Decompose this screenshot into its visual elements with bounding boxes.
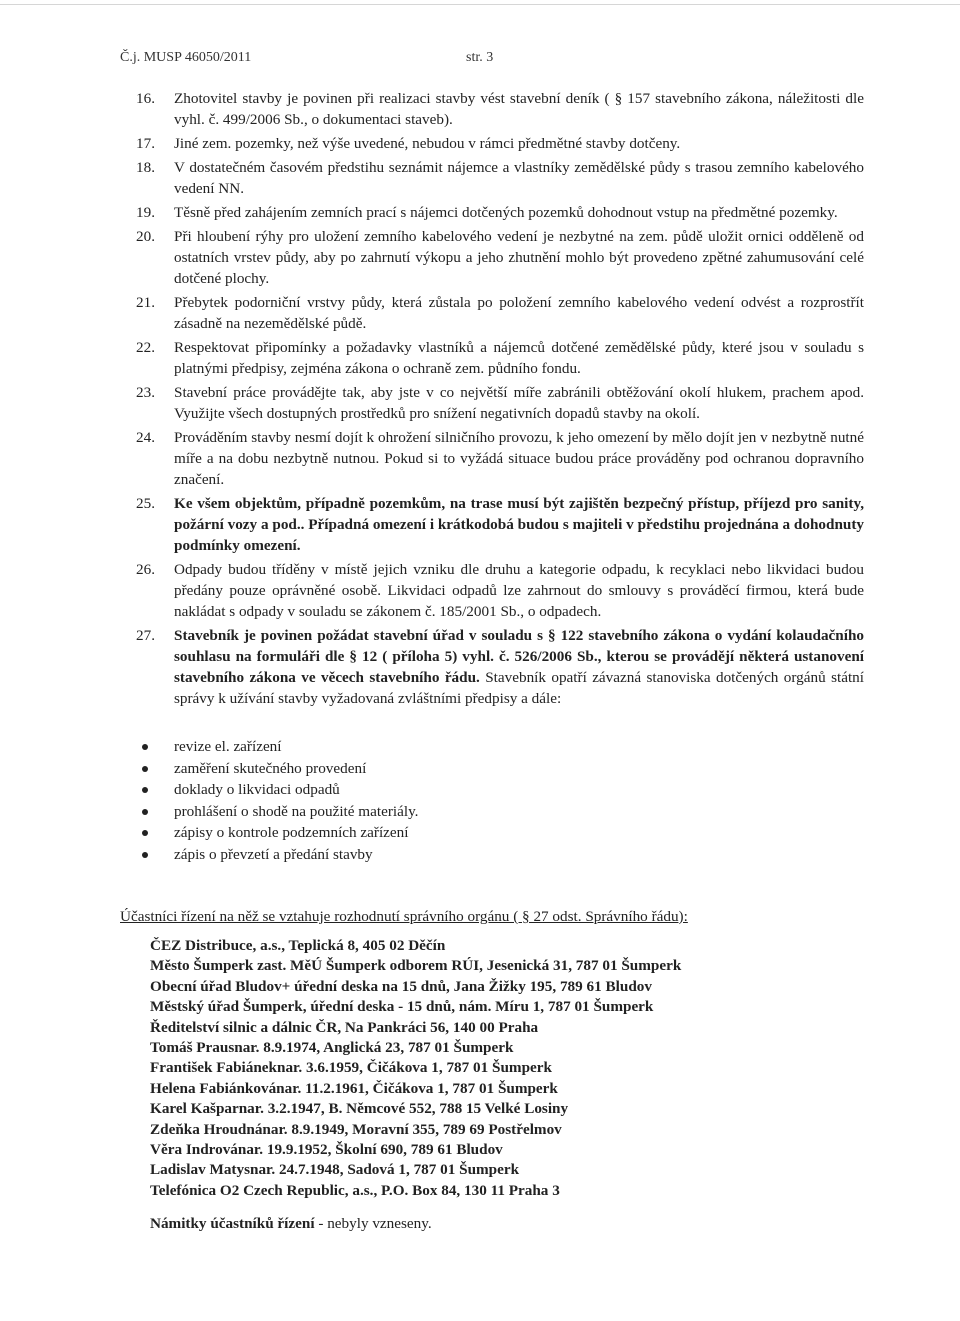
- bullet-item: zaměření skutečného provedení: [140, 758, 418, 779]
- condition-item: 27. Stavebník je povinen požádat stavební úřad v souladu s § 122 stavebního zákona o vydání kolaudačního souhlasu na formuláři dle § 12 ( příloha 5) vyhl. č. 526/2006 Sb., kterou se provádějí některá ustanovení stavebního zákona ve věcech stavebního řádu. Stavebník opatří závazná stanoviska dotčených orgánů státní správy k užívání stavby vyžadovaná zvláštními předpisy a dále:: [136, 627, 864, 707]
- condition-item: 16. Zhotovitel stavby je povinen při realizaci stavby vést stavební deník ( § 157 stavebního zákona, náležitosti dle vyhl. č. 499/2006 Sb., o dokumentaci staveb).: [136, 90, 864, 128]
- parties-heading: Účastníci řízení na něž se vztahuje rozhodnutí správního orgánu ( § 27 odst. Správního řádu):: [120, 908, 688, 925]
- parties-list: [150, 936, 681, 1201]
- condition-item: 20. Při hloubení rýhy pro uložení zemního kabelového vedení je nezbytné na zem. půdě uložit ornici odděleně od ostatních vrstev půdy, aby po zahrnutí výkopu a jeho zhutnění mohlo být provedeno zpětné zahumusování celé dotčené plochy.: [136, 228, 864, 287]
- bullet-item: doklady o likvidaci odpadů: [140, 779, 418, 800]
- party-entry: František Fabiáneknar. 3.6.1959, Čičákova 1, 787 01 Šumperk: [150, 1059, 552, 1077]
- party-entry: ČEZ Distribuce, a.s., Teplická 8, 405 02 Děčín: [150, 937, 446, 954]
- requirements-bullet-list: [140, 736, 418, 865]
- party-entry: Ladislav Matysnar. 24.7.1948, Sadová 1, 787 01 Šumperk: [150, 1161, 520, 1179]
- party-entry: Ředitelství silnic a dálnic ČR, Na Pankráci 56, 140 00 Praha: [150, 1018, 539, 1036]
- condition-item: 17. Jiné zem. pozemky, než výše uvedené, nebudou v rámci předmětné stavby dotčeny.: [136, 135, 681, 152]
- party-entry: Městský úřad Šumperk, úřední deska - 15 dnů, nám. Míru 1, 787 01 Šumperk: [150, 998, 654, 1016]
- objections-label: Námitky účastníků řízení: [150, 1215, 315, 1232]
- condition-normal-part: Stavebník opatří závazná stanoviska dotčených orgánů státní správy k užívání stavby vyžadovaná zvláštními předpisy a dále:: [174, 669, 864, 707]
- party-entry: Telefónica O2 Czech Republic, a.s., P.O. Box 84, 130 11 Praha 3: [150, 1181, 560, 1199]
- scan-top-edge: [0, 4, 960, 5]
- bullet-item: revize el. zařízení: [140, 736, 418, 757]
- condition-item: 21. Přebytek podorniční vrstvy půdy, která zůstala po položení zemního kabelového vedení odvést a rozprostřít zásadně na nezemědělské půdě.: [136, 294, 864, 332]
- reference-number: Č.j. MUSP 46050/2011: [120, 50, 252, 65]
- party-entry: Helena Fabiánkovánar. 11.2.1961, Čičákova 1, 787 01 Šumperk: [150, 1079, 558, 1097]
- bullet-item: zápis o převzetí a předání stavby: [140, 844, 418, 865]
- objections-value: - nebyly vzneseny.: [314, 1215, 432, 1232]
- conditions-list: [136, 88, 864, 712]
- page-header: [120, 50, 494, 66]
- party-entry: Tomáš Prausnar. 8.9.1974, Anglická 23, 787 01 Šumperk: [150, 1039, 514, 1057]
- condition-item: 23. Stavební práce provádějte tak, aby jste v co největší míře zabránili obtěžování okolí hlukem, prachem apod. Využijte všech dostupných prostředků pro snížení negativních dopadů stavby na okolí.: [136, 384, 864, 422]
- party-entry: Karel Kašparnar. 3.2.1947, B. Němcové 552, 788 15 Velké Losiny: [150, 1100, 569, 1118]
- condition-item: 19. Těsně před zahájením zemních prací s nájemci dotčených pozemků dohodnout vstup na předmětné pozemky.: [136, 204, 838, 221]
- condition-item: 22. Respektovat připomínky a požadavky vlastníků a nájemců dotčené zemědělské půdy, které jsou v souladu s platnými předpisy, zejména zákona o ochraně zem. půdního fondu.: [136, 339, 864, 377]
- condition-item: 26. Odpady budou tříděny v místě jejich vzniku dle druhu a kategorie odpadu, k recyklaci nebo likvidaci budou předány pouze oprávněné osobě. Likvidaci odpadů lze zahrnout do smlouvy s prováděcí firmou, která bude nakládat s odpady v souladu se zákonem č. 185/2001 Sb., o odpadech.: [136, 561, 864, 620]
- party-entry: Věra Indrovánar. 19.9.1952, Školní 690, 789 61 Bludov: [150, 1141, 503, 1159]
- party-entry: Zdeňka Hroudnánar. 8.9.1949, Moravní 355, 789 69 Postřelmov: [150, 1120, 562, 1138]
- page-number: str. 3: [466, 50, 494, 65]
- condition-bold-part: Stavebník je povinen požádat stavební úřad v souladu s § 122 stavebního zákona o vydání kolaudačního souhlasu na formuláři dle § 12 ( příloha 5) vyhl. č. 526/2006 Sb., kterou se provádějí některá ustanovení stavebního zákona ve věcech stavebního řádu.: [174, 627, 864, 686]
- condition-item: 18. V dostatečném časovém předstihu seznámit nájemce a vlastníky zemědělské půdy s trasou zemního kabelového vedení NN.: [136, 159, 864, 197]
- objections-note: [150, 1215, 432, 1233]
- condition-item: 24. Prováděním stavby nesmí dojít k ohrožení silničního provozu, k jeho omezení by mělo dojít jen v nezbytně nutné míře a na dobu nezbytně nutnou. Pokud si to vyžádá situace budou práce prováděny pod ochranou dopravního značení.: [136, 429, 864, 488]
- bullet-item: prohlášení o shodě na použité materiály.: [140, 801, 418, 822]
- party-entry: Město Šumperk zast. MěÚ Šumperk odborem RÚI, Jesenická 31, 787 01 Šumperk: [150, 957, 682, 975]
- party-entry: Obecní úřad Bludov+ úřední deska na 15 dnů, Jana Žižky 195, 789 61 Bludov: [150, 977, 652, 995]
- bullet-item: zápisy o kontrole podzemních zařízení: [140, 822, 418, 843]
- condition-item-bold: 25. Ke všem objektům, případně pozemkům, na trase musí být zajištěn bezpečný přístup, příjezd pro sanity, požární vozy a pod.. Případná omezení i krátkodobá budou s majiteli v předstihu projednána a dohodnuty podmínky omezení.: [136, 495, 864, 554]
